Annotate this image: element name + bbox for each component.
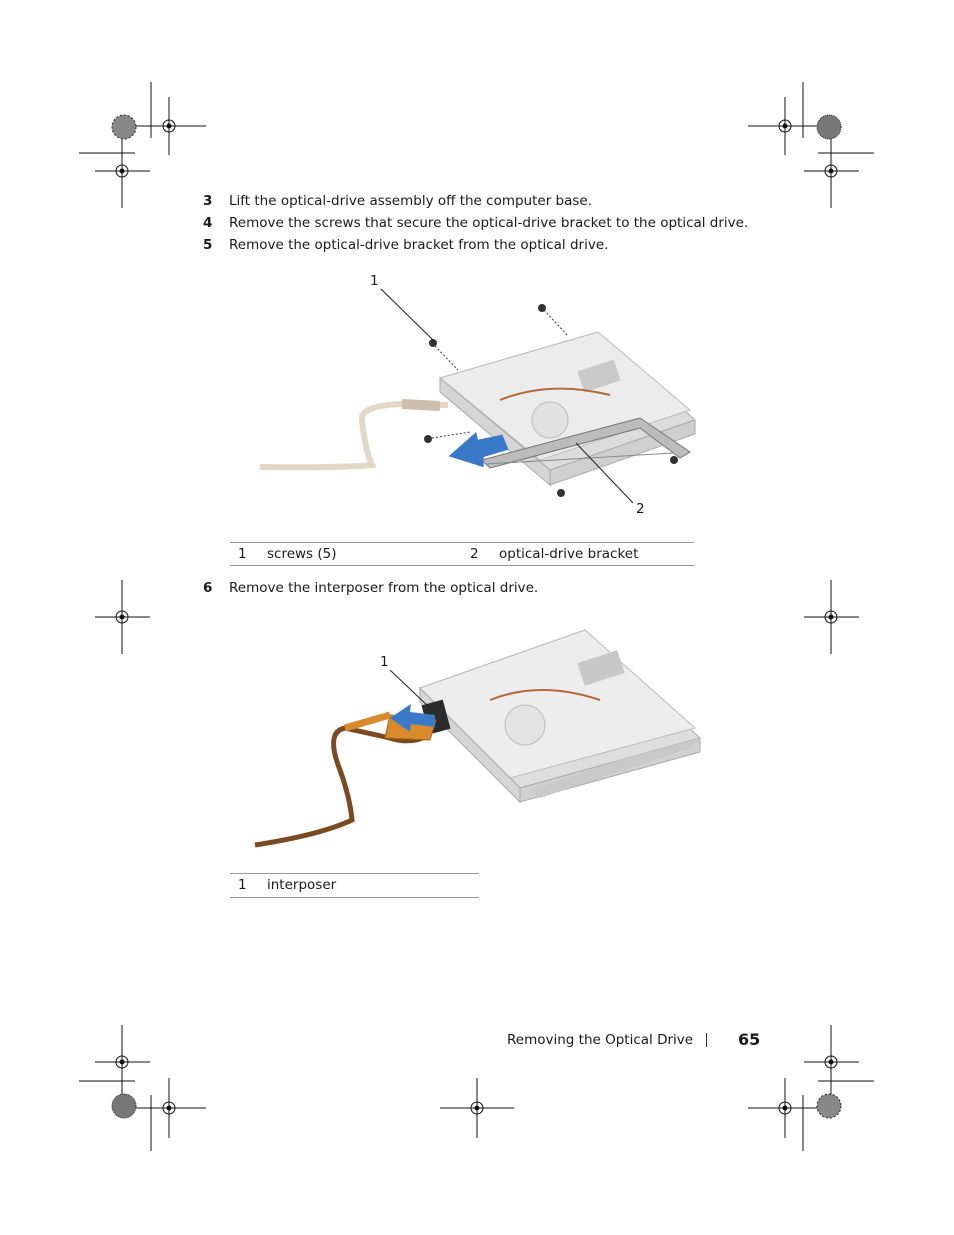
legend-label: optical-drive bracket <box>499 546 639 562</box>
step-5 <box>203 236 608 254</box>
step-number: 5 <box>203 237 213 253</box>
footer-divider <box>706 1033 707 1047</box>
callout-1: 1 <box>370 273 379 289</box>
step-text: Remove the interposer from the optical drive. <box>229 580 539 596</box>
footer-section-title: Removing the Optical Drive <box>507 1032 694 1048</box>
callout-1: 1 <box>380 654 389 670</box>
interposer-illustration <box>240 620 710 855</box>
step-text: Remove the screws that secure the optical-drive bracket to the optical drive. <box>229 215 749 231</box>
step-text: Lift the optical-drive assembly off the computer base. <box>229 193 593 209</box>
legend-num: 1 <box>238 546 247 562</box>
legend-label: interposer <box>267 877 337 893</box>
callout-2: 2 <box>636 501 645 517</box>
legend-label: screws (5) <box>267 546 337 562</box>
optical-drive-bracket-illustration <box>250 270 710 525</box>
page-number: 65 <box>738 1030 761 1049</box>
step-number: 6 <box>203 580 213 596</box>
legend-table <box>230 542 694 566</box>
legend-num: 2 <box>470 546 479 562</box>
legend-num: 1 <box>238 877 247 893</box>
step-6 <box>203 579 538 597</box>
step-3 <box>203 192 592 210</box>
step-text: Remove the optical-drive bracket from the optical drive. <box>229 237 609 253</box>
step-number: 3 <box>203 193 213 209</box>
legend-table <box>230 873 479 898</box>
step-number: 4 <box>203 215 213 231</box>
step-4 <box>203 214 748 232</box>
